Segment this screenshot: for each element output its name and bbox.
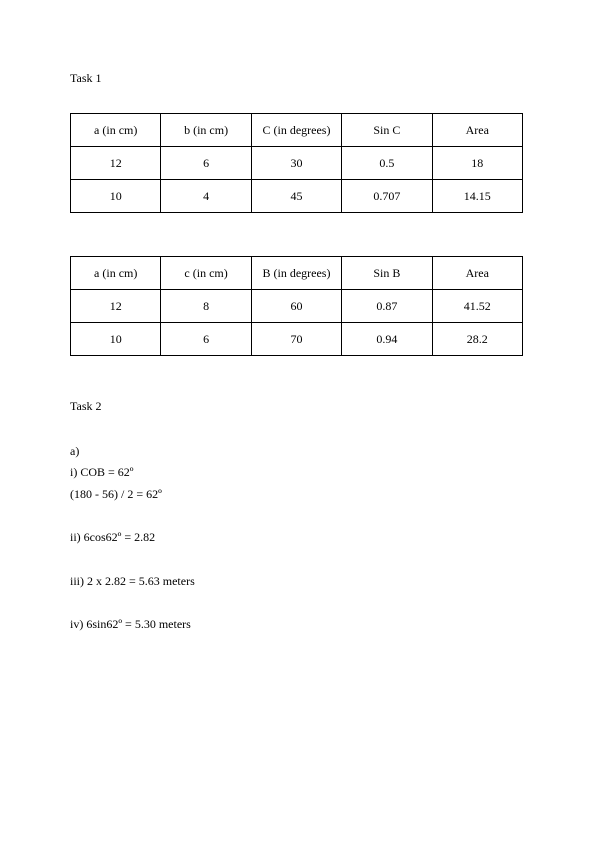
header-cell: Sin C [342, 114, 432, 147]
table-row [71, 147, 523, 180]
table-row [71, 323, 523, 356]
table-cell: 41.52 [432, 290, 522, 323]
header-cell: C (in degrees) [251, 114, 341, 147]
header-cell: a (in cm) [71, 257, 161, 290]
header-cell: Sin B [342, 257, 432, 290]
table-cell: 12 [71, 290, 161, 323]
table-cell: 45 [251, 180, 341, 213]
table-cell: 6 [161, 147, 251, 180]
table-cell: 6 [161, 323, 251, 356]
table-cell: 0.707 [342, 180, 432, 213]
table-header-row [71, 257, 523, 290]
table-triangle-area-1 [70, 113, 523, 213]
answer-line-iii: iii) 2 x 2.82 = 5.63 meters [70, 574, 195, 588]
table-cell: 28.2 [432, 323, 522, 356]
table-cell: 60 [251, 290, 341, 323]
table-cell: 10 [71, 323, 161, 356]
header-cell: c (in cm) [161, 257, 251, 290]
header-cell: B (in degrees) [251, 257, 341, 290]
header-cell: b (in cm) [161, 114, 251, 147]
answer-line-i-calculation: (180 - 56) / 2 = 62º [70, 487, 162, 501]
header-cell: Area [432, 114, 522, 147]
table-cell: 4 [161, 180, 251, 213]
table-cell: 12 [71, 147, 161, 180]
task2-heading: Task 2 [70, 399, 102, 413]
table-cell: 18 [432, 147, 522, 180]
table-cell: 10 [71, 180, 161, 213]
header-cell: a (in cm) [71, 114, 161, 147]
table-cell: 0.5 [342, 147, 432, 180]
table-row [71, 180, 523, 213]
table-cell: 0.94 [342, 323, 432, 356]
table-cell: 70 [251, 323, 341, 356]
answer-part-a: a) [70, 444, 80, 458]
table-cell: 8 [161, 290, 251, 323]
table-row [71, 290, 523, 323]
table-triangle-area-2 [70, 256, 523, 356]
answer-line-i: i) COB = 62º [70, 465, 134, 479]
table-cell: 0.87 [342, 290, 432, 323]
task1-heading: Task 1 [70, 71, 102, 85]
table-cell: 30 [251, 147, 341, 180]
answer-line-ii: ii) 6cos62º = 2.82 [70, 530, 156, 544]
table-header-row [71, 114, 523, 147]
answer-line-iv: iv) 6sin62º = 5.30 meters [70, 617, 191, 631]
header-cell: Area [432, 257, 522, 290]
table-cell: 14.15 [432, 180, 522, 213]
